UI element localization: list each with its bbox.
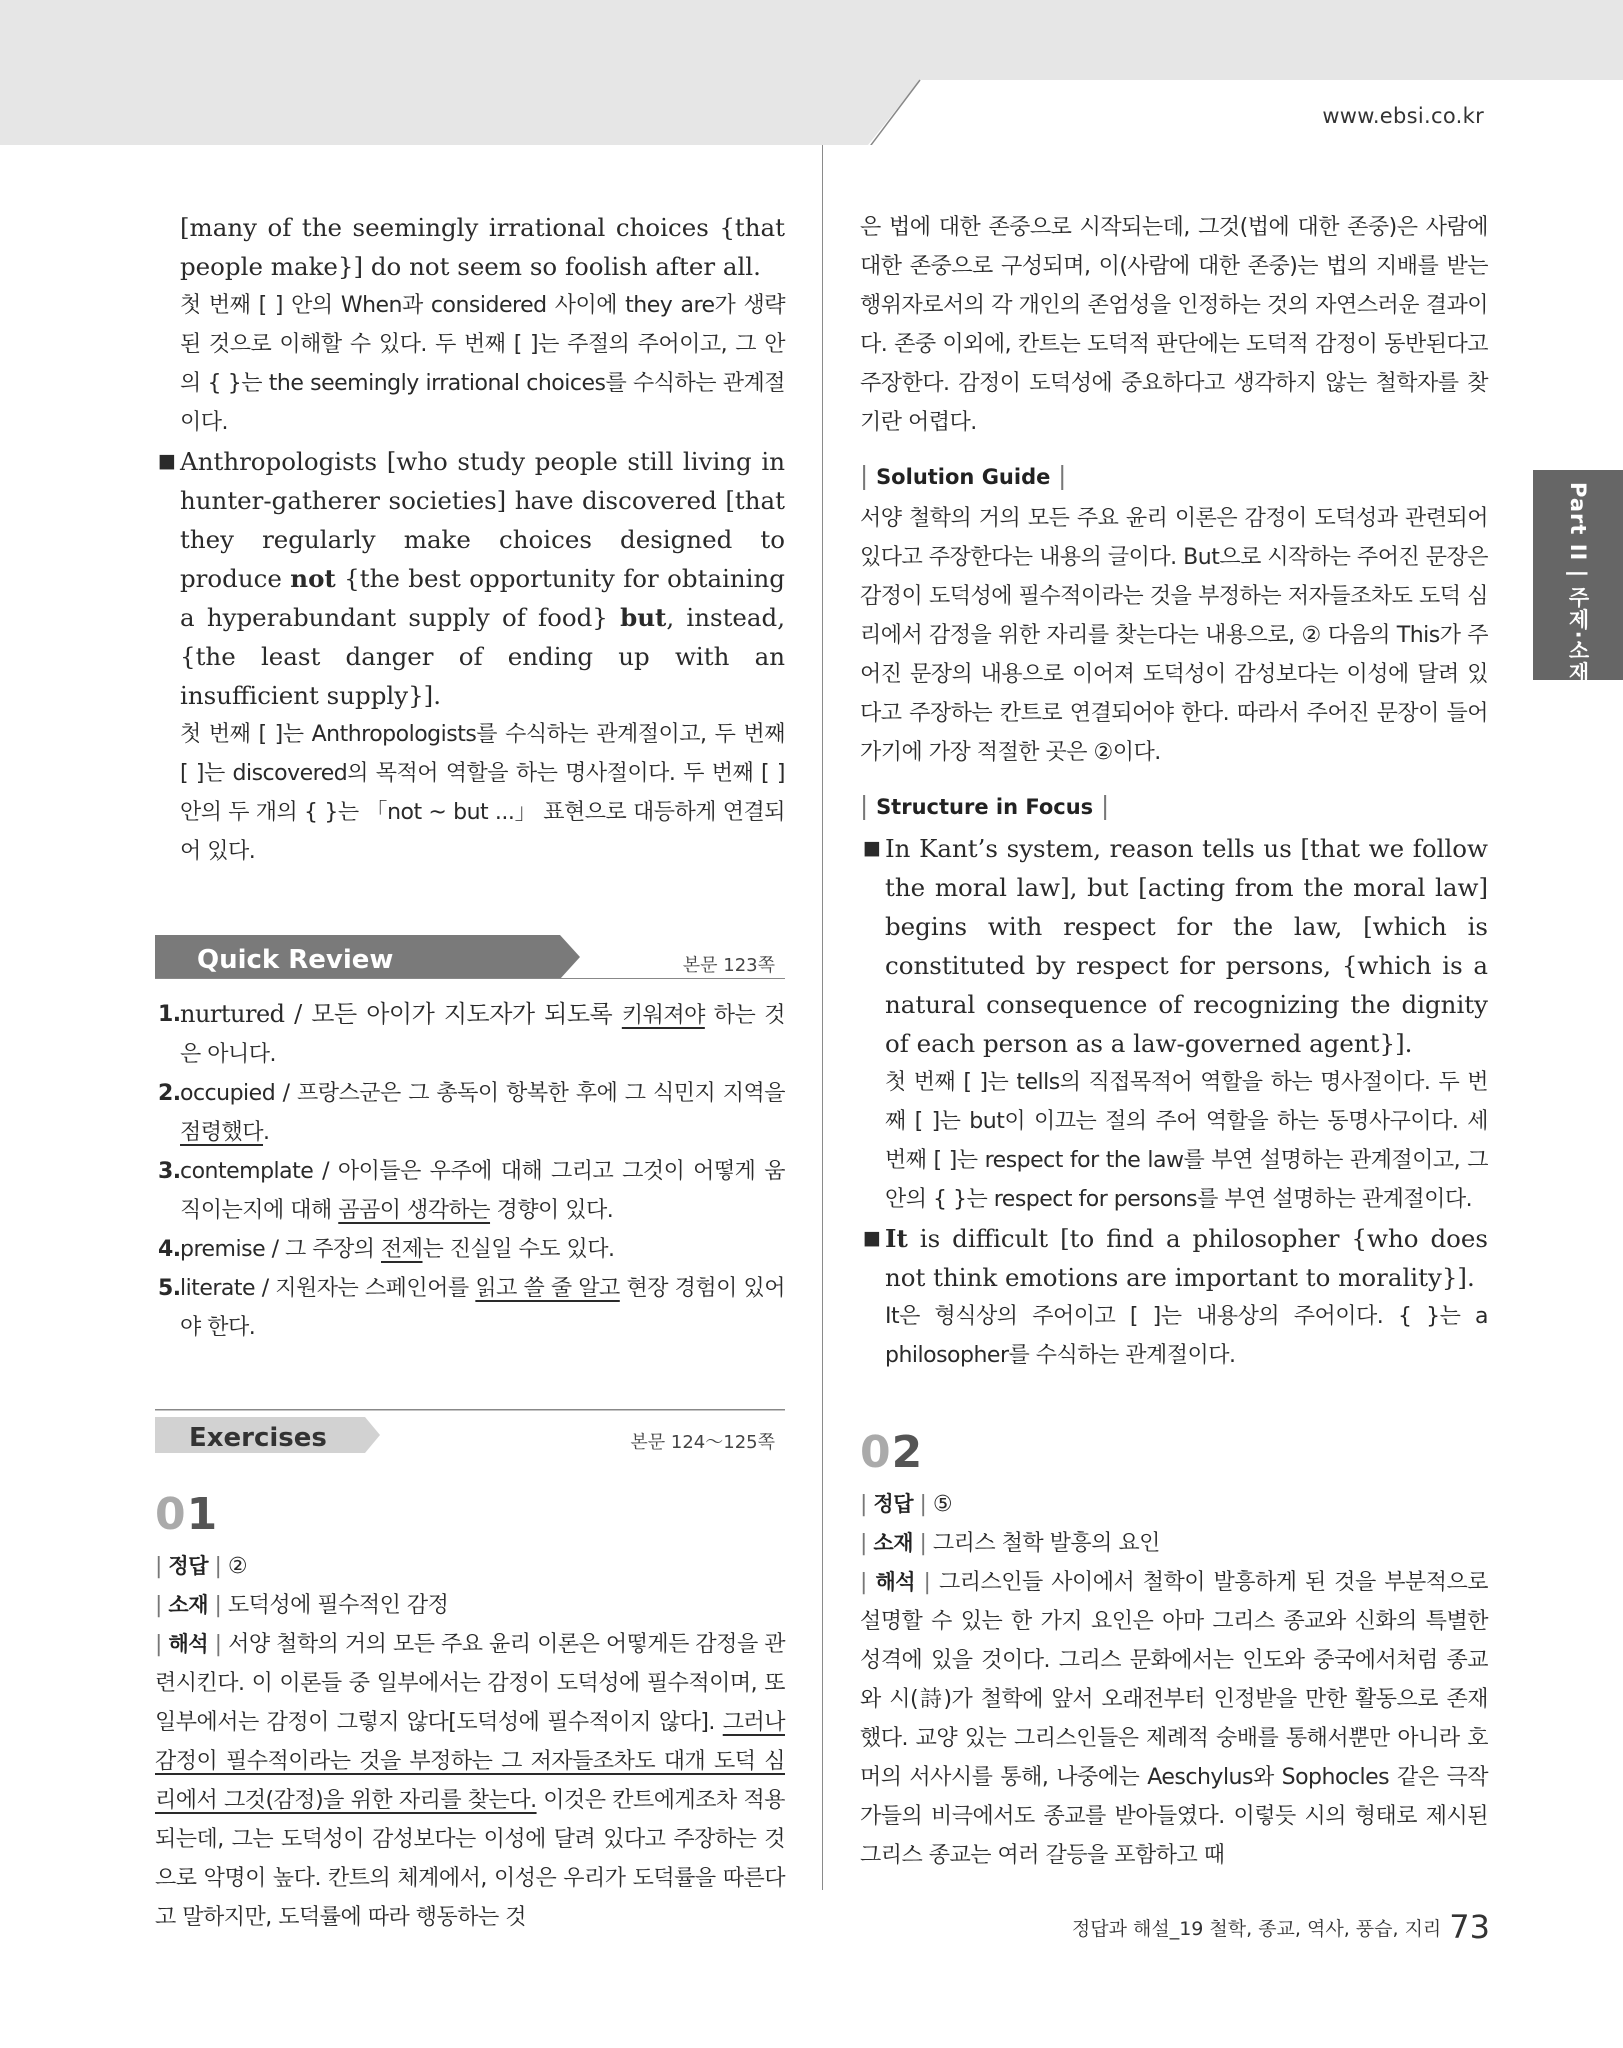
quick-review-list (155, 995, 785, 1347)
answer-line: | 정답 | ⑤ (860, 1492, 953, 1517)
exercises-title: Exercises (189, 1423, 327, 1453)
quick-review-item: 3. contemplate / 아이들은 우주에 대해 그리고 그것이 어떻게 움직이는지에 대해 곰곰이 생각하는 경향이 있다. (158, 1159, 785, 1223)
page-number: 73 (1449, 1908, 1490, 1946)
site-url: www.ebsi.co.kr (1322, 104, 1484, 128)
quick-review-item: 4. premise / 그 주장의 전제는 진실일 수도 있다. (158, 1237, 615, 1262)
interpretation-continued: 은 법에 대한 존중으로 시작되는데, 그것(법에 대한 존중)은 사람에 대한 존중으로 구성되며, 이(사람에 대한 존중)는 법의 지배를 받는 행위자로서의 각 개인의 존엄성을 인정하는 것의 자연스러운 결과이다. 존중 이외에, 칸트는 도덕적 판단에는 도덕적 감정이 동반된다고 주장한다. 감정이 도덕성에 중요하다고 생각하지 않는 철학자를 찾기란 어렵다. (860, 215, 1488, 435)
structure-explanation: It은 형식상의 주어이고 [ ]는 내용상의 주어이다. { }는 a philosopher를 수식하는 관계절이다. (885, 1304, 1488, 1368)
structure-bullet: ■ It is difficult [to find a philosopher {who does not think emotions are important to morality}]. (860, 1219, 1488, 1297)
answer-line: | 정답 | ② (155, 1554, 248, 1579)
page-footer (1050, 1908, 1490, 1946)
structure-bullet: ■ In Kant’s system, reason tells us [that we follow the moral law], but [acting from the moral law] begins with respect for the law, [which is constituted by respect for persons, {which is a natural consequence of recognizing the dignity of each person as a law-governed agent}]. (860, 829, 1488, 1063)
structure-in-focus-heading: | Structure in Focus | (860, 791, 1110, 820)
bullet-square-icon: ■ (863, 837, 881, 859)
side-tab-label: Part II | 주제·소재편 (1566, 482, 1590, 706)
structure-bullet: ■ Anthropologists [who study people still living in hunter-gatherer societies] have discovered [that they regularly make choices designed to produce not {the best opportunity for obtaining a hyperabundant supply of food} but, instead, {the least danger of ending up with an insufficient supply}]. (155, 442, 785, 715)
question-number-01: 01 (155, 1489, 219, 1540)
structure-sentence: [many of the seemingly irrational choices {that people make}] do not seem so foolish after all. (180, 213, 785, 281)
topic-line: | 소재 | 도덕성에 필수적인 감정 (155, 1593, 449, 1618)
bullet-square-icon: ■ (863, 1227, 881, 1249)
topic-line: | 소재 | 그리스 철학 발흥의 요인 (860, 1531, 1160, 1556)
structure-explanation: 첫 번째 [ ]는 tells의 직접목적어 역할을 하는 명사절이다. 두 번째 [ ]는 but이 이끄는 절의 주어 역할을 하는 동명사구이다. 세 번째 [ ]는 respect for the law를 부연 설명하는 관계절이고, 그 안의 { }는 respect for persons를 부연 설명하는 관계절이다. (885, 1070, 1488, 1212)
column-divider (822, 145, 823, 1890)
interpretation: | 해석 | 서양 철학의 거의 모든 주요 윤리 이론은 어떻게든 감정을 관련시킨다. 이 이론들 중 일부에서는 감정이 도덕성에 필수적이며, 또 일부에서는 감정이 그렇지 않다[도덕성에 필수적이지 않다]. 그러나 감정이 필수적이라는 것을 부정하는 그 저자들조차도 대개 도덕 심리에서 그것(감정)을 위한 자리를 찾는다. 이것은 칸트에게조차 적용되는데, 그는 도덕성이 감성보다는 이성에 달려 있다고 주장하는 것으로 악명이 높다. 칸트의 체계에서, 이성은 우리가 도덕률을 따른다고 말하지만, 도덕률에 따라 행동하는 것 (155, 1632, 785, 1930)
solution-guide-text: 서양 철학의 거의 모든 주요 윤리 이론은 감정이 도덕성과 관련되어 있다고 주장한다는 내용의 글이다. But으로 시작하는 주어진 문장은 감정이 도덕성에 필수적이라는 것을 부정하는 저자들조차도 도덕 심리에서 감정을 위한 자리를 찾는다는 내용으로, ② 다음의 This가 주어진 문장의 내용으로 이어져 도덕성이 감성보다는 이성에 달려 있다고 주장하는 칸트로 연결되어야 한다. 따라서 주어진 문장이 들어가기에 가장 적절한 곳은 ②이다. (860, 506, 1488, 765)
structure-explanation: 첫 번째 [ ]는 Anthropologists를 수식하는 관계절이고, 두 번째 [ ]는 discovered의 목적어 역할을 하는 명사절이다. 두 번째 [ ] 안의 두 개의 { }는 「not ~ but ...」 표현으로 대등하게 연결되어 있다. (180, 722, 785, 864)
quick-review-header (155, 935, 785, 979)
footer-text: 정답과 해설_19 철학, 종교, 역사, 풍습, 지리 (1071, 1918, 1442, 1940)
bullet-square-icon: ■ (158, 450, 176, 472)
quick-review-item: 1. nurtured / 모든 아이가 지도자가 되도록 키워져야 하는 것은 아니다. (158, 1000, 785, 1067)
quick-review-item: 2. occupied / 프랑스군은 그 총독이 항복한 후에 그 식민지 지역을 점령했다. (158, 1081, 785, 1145)
question-number-02: 02 (860, 1427, 924, 1478)
quick-review-title: Quick Review (197, 945, 394, 975)
structure-explanation: 첫 번째 [ ] 안의 When과 considered 사이에 they are가 생략된 것으로 이해할 수 있다. 두 번째 [ ]는 주절의 주어이고, 그 안의 { }는 the seemingly irrational choices를 수식하는 관계절이다. (180, 293, 785, 435)
exercises-header (155, 1409, 785, 1453)
left-column (155, 208, 785, 1937)
quick-review-page-ref: 본문 123쪽 (682, 955, 775, 976)
exercises-page-ref: 본문 124～125쪽 (630, 1432, 775, 1453)
quick-review-item: 5. literate / 지원자는 스페인어를 읽고 쓸 줄 알고 현장 경험이 있어야 한다. (158, 1276, 785, 1340)
interpretation: | 해석 | 그리스인들 사이에서 철학이 발흥하게 된 것을 부분적으로 설명할 수 있는 한 가지 요인은 아마 그리스 종교와 신화의 특별한 성격에 있을 것이다. 그리스 문화에서는 인도와 중국에서처럼 종교와 시(詩)가 철학에 앞서 오래전부터 인정받을 만한 활동으로 존재했다. 교양 있는 그리스인들은 제례적 숭배를 통해서뿐만 아니라 호머의 서사시를 통해, 나중에는 Aeschylus와 Sophocles 같은 극작가들의 비극에서도 종교를 받아들였다. 이렇듯 시의 형태로 제시된 그리스 종교는 여러 갈등을 포함하고 때 (860, 1570, 1489, 1868)
solution-guide-heading: | Solution Guide | (860, 461, 1067, 490)
right-column (860, 208, 1488, 1875)
